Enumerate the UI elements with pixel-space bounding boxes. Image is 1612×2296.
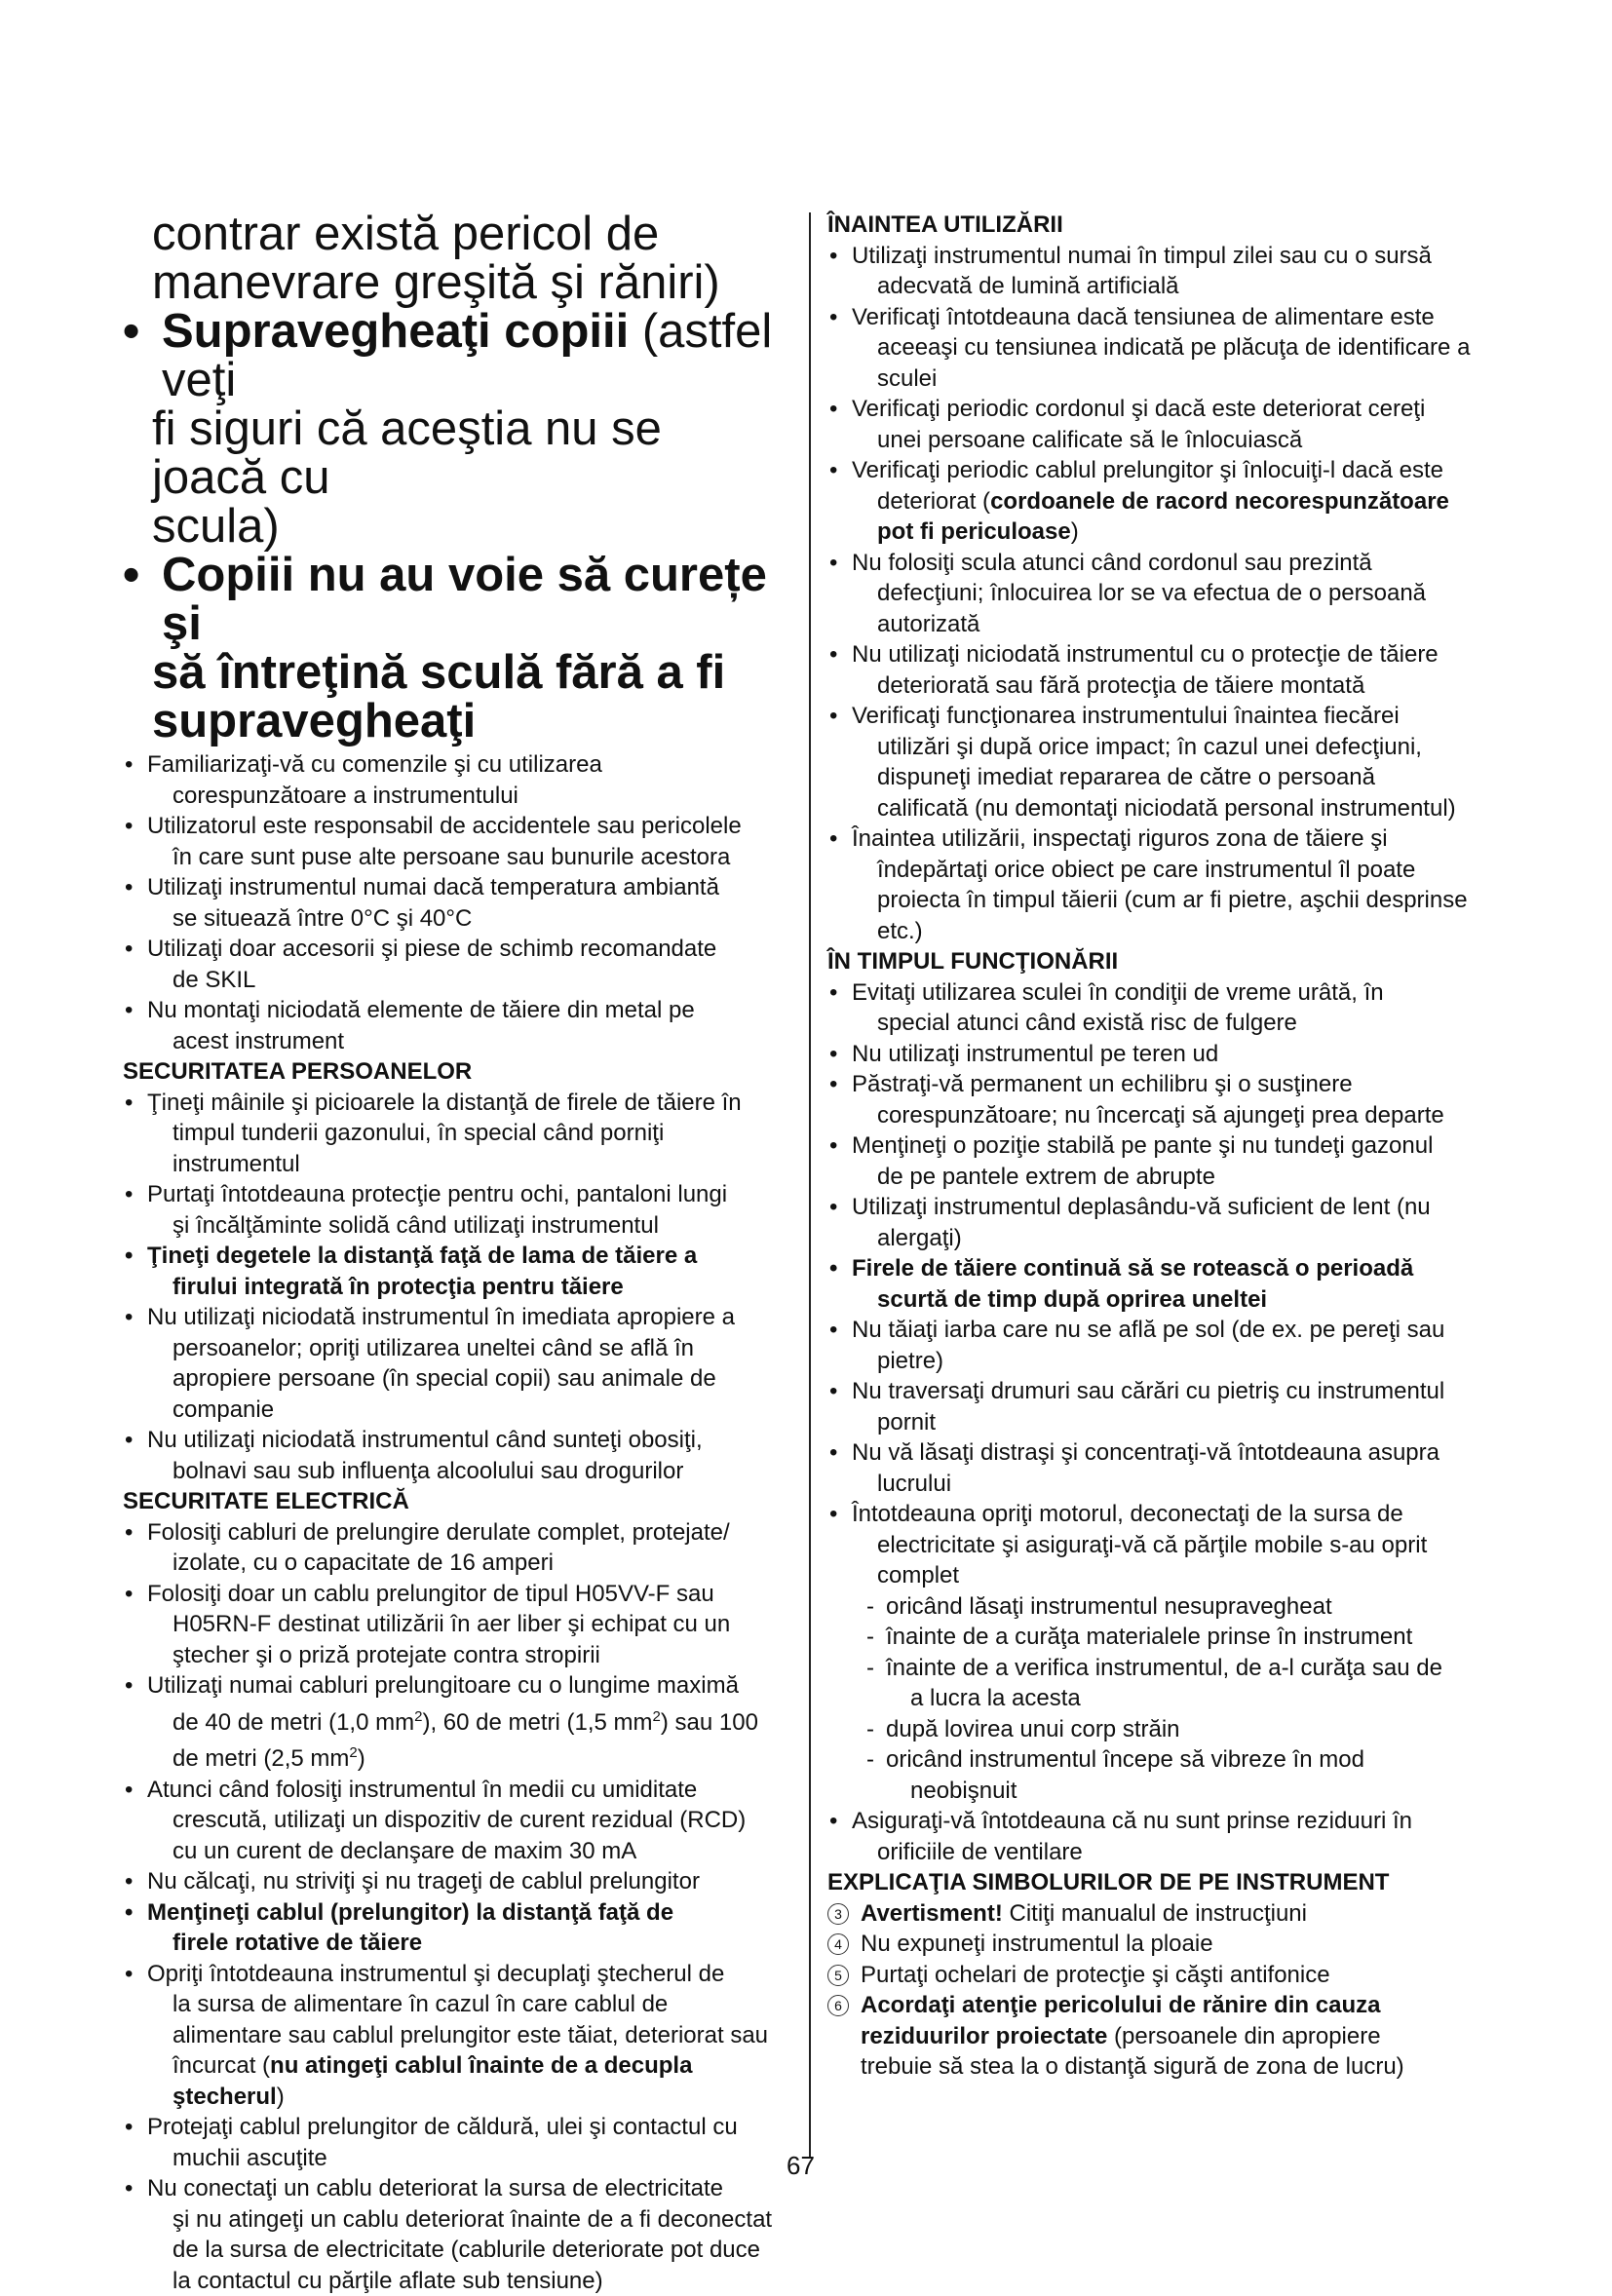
sub-item: - înainte de a verifica instrumentul, de a-l curăţa sau de a lucra la acesta: [827, 1653, 1500, 1714]
list-item: • Nu vă lăsaţi distraşi şi concentraţi-vă întotdeauna asupra lucrului: [827, 1437, 1500, 1499]
list-item-opriti: • Opriţi întotdeauna instrumentul şi decuplaţi ştecherul de la sursa de alimentare în cazul în care cablul de alimentare sau cablul prelungitor este tăiat, deteriorat sau încurcat (nu atingeţi cablul înainte de a decupla ştecherul): [123, 1959, 778, 2113]
list-item: • Purtaţi întotdeauna protecţie pentru ochi, pantaloni lungi şi încălţăminte solidă când utilizaţi instrumentul: [123, 1179, 778, 1241]
symbol-item-5: 5 Purtaţi ochelari de protecţie şi căşti antifonice: [827, 1960, 1500, 1991]
list-item: • Nu utilizaţi niciodată instrumentul când sunteţi obosiţi, bolnavi sau sub influenţa alcoolului sau drogurilor: [123, 1425, 778, 1486]
bullet-list: [123, 1517, 778, 2296]
bullet-list: [827, 977, 1500, 1591]
list-item: • Utilizaţi doar accesorii şi piese de schimb recomandate de SKIL: [123, 934, 778, 995]
list-item: • Utilizaţi instrumentul deplasându-vă suficient de lent (nu alergaţi): [827, 1192, 1500, 1253]
symbol-item-4: 4 Nu expuneţi instrumentul la ploaie: [827, 1929, 1500, 1960]
circled-number-icon: 5: [827, 1965, 849, 1986]
list-item: • Protejaţi cablul prelungitor de căldură, ulei şi contactul cu muchii ascuţite: [123, 2112, 778, 2173]
list-item: • Înaintea utilizării, inspectaţi riguros zona de tăiere şi îndepărtaţi orice obiect pe care instrumentul îl poate proiecta în timpul tăierii (cum ar fi pietre, aşchii desprinse etc.): [827, 823, 1500, 946]
list-item: • Utilizaţi instrumentul numai în timpul zilei sau cu o sursă adecvată de lumină artificială: [827, 241, 1500, 302]
big-bullet-bold: Copiii nu au voie să curețe şi: [162, 549, 767, 650]
sub-item: - oricând instrumentul începe să vibreze în mod neobişnuit: [827, 1744, 1500, 1806]
circled-number-icon: 4: [827, 1933, 849, 1955]
section-heading: EXPLICAŢIA SIMBOLURILOR DE PE INSTRUMENT: [827, 1867, 1500, 1898]
column-divider: [809, 212, 811, 2157]
big-bullet-supraveghere: [123, 307, 778, 404]
list-item: • Nu utilizaţi niciodată instrumentul în imediata apropiere a persoanelor; opriţi utilizarea uneltei când se află în apropiere persoane (în special copii) sau animale de companie: [123, 1302, 778, 1425]
list-item: • Utilizatorul este responsabil de accidentele sau pericolele în care sunt puse alte persoane sau bunurile acestora: [123, 811, 778, 872]
list-item: • Verificaţi periodic cordonul şi dacă este deteriorat cereţi unei persoane calificate să le înlocuiască: [827, 394, 1500, 455]
circled-number-icon: 3: [827, 1903, 849, 1925]
list-item: • Verificaţi întotdeauna dacă tensiunea de alimentare este aceeaşi cu tensiunea indicată pe plăcuţa de identificare a sculei: [827, 302, 1500, 395]
list-item: • Ţineţi mâinile şi picioarele la distanţă de firele de tăiere în timpul tunderii gazonului, în special când porniţi instrumentul: [123, 1088, 778, 1180]
big-bullet-bold: Supravegheaţi copiii: [162, 305, 629, 358]
symbol-item-3: 3 Avertisment! Citiţi manualul de instrucţiuni: [827, 1898, 1500, 1930]
bullet-list: [827, 241, 1500, 947]
list-item-cablul: • Verificaţi periodic cablul prelungitor şi înlocuiţi-l dacă este deteriorat (cordoanele de racord necorespunzătoare pot fi periculoase): [827, 455, 1500, 548]
list-item: • Nu tăiaţi iarba care nu se află pe sol (de ex. pe pereţi sau pietre): [827, 1315, 1500, 1376]
sub-item: - după lovirea unui corp străin: [827, 1714, 1500, 1745]
big-text-line: contrar există pericol de: [123, 210, 778, 258]
sub-list: [827, 1591, 1500, 1807]
list-item: • Nu utilizaţi instrumentul pe teren ud: [827, 1039, 1500, 1070]
big-bullet-rest: (astfel veţi: [162, 305, 772, 406]
big-text-line: manevrare greşită şi răniri): [123, 258, 778, 307]
circled-number-icon: 6: [827, 1995, 849, 2016]
left-column: [123, 210, 778, 2296]
list-item: • Nu conectaţi un cablu deteriorat la sursa de electricitate şi nu atingeţi un cablu deteriorat înainte de a fi deconectat de la sursa de electricitate (cablurile deteriorate pot duce la contactul cu părţile aflate sub tensiune): [123, 2173, 778, 2296]
list-item-bold: • Firele de tăiere continuă să se rotească o perioadă scurtă de timp după oprirea uneltei: [827, 1253, 1500, 1315]
big-text-line: fi siguri că aceştia nu se joacă cu: [123, 404, 778, 502]
big-text-line: supravegheaţi: [123, 697, 778, 746]
list-item: • Nu utilizaţi niciodată instrumentul cu o protecţie de tăiere deteriorată sau fără protecţia de tăiere montată: [827, 639, 1500, 701]
big-text-line: să întreţină sculă fără a fi: [123, 648, 778, 697]
list-item-cable-length: • Utilizaţi numai cabluri prelungitoare cu o lungime maximă de 40 de metri (1,0 $mm^2$), 60 de metri (1,5 $mm^2$) sau 100 de metri (2,5 $mm^2$): [123, 1670, 778, 1775]
section-heading: ÎNAINTEA UTILIZĂRII: [827, 210, 1500, 241]
section-heading: SECURITATEA PERSOANELOR: [123, 1056, 778, 1088]
bullet-list: [123, 1088, 778, 1487]
big-bullet-copiii: [123, 551, 778, 648]
list-item: • Verificaţi funcţionarea instrumentului înaintea fiecărei utilizări şi după orice impact; în cazul unei defecţiuni, dispuneţi imediat repararea de către o persoană calificată (nu demontaţi niciodată personal instrumentul): [827, 701, 1500, 823]
list-item: • Păstraţi-vă permanent un echilibru şi o susţinere corespunzătoare; nu încercaţi să ajungeţi prea departe: [827, 1069, 1500, 1130]
list-item: • Întotdeauna opriţi motorul, deconectaţi de la sursa de electricitate şi asiguraţi-vă că părţile mobile s-au oprit complet: [827, 1499, 1500, 1591]
section-heading: ÎN TIMPUL FUNCŢIONĂRII: [827, 946, 1500, 977]
list-item: • Nu folosiţi scula atunci când cordonul sau prezintă defecţiuni; înlocuirea lor se va efectua de o persoană autorizată: [827, 548, 1500, 640]
list-item: • Utilizaţi instrumentul numai dacă temperatura ambiantă se situează între 0°C şi 40°C: [123, 872, 778, 934]
section-heading: SECURITATE ELECTRICĂ: [123, 1486, 778, 1517]
list-item-bold: • Menţineţi cablul (prelungitor) la distanţă faţă de firele rotative de tăiere: [123, 1897, 778, 1959]
list-item: • Evitaţi utilizarea sculei în condiţii de vreme urâtă, în special atunci când există risc de fulgere: [827, 977, 1500, 1039]
list-item-bold: • Ţineţi degetele la distanţă faţă de lama de tăiere a firului integrată în protecţia pentru tăiere: [123, 1241, 778, 1302]
list-item: • Menţineţi o poziţie stabilă pe pante şi nu tundeţi gazonul de pe pantele extrem de abrupte: [827, 1130, 1500, 1192]
list-item: • Nu montaţi niciodată elemente de tăiere din metal pe acest instrument: [123, 995, 778, 1056]
list-item: • Nu călcaţi, nu striviţi şi nu trageţi de cablul prelungitor: [123, 1866, 778, 1897]
list-item: • Atunci când folosiţi instrumentul în medii cu umiditate crescută, utilizaţi un dispozitiv de curent rezidual (RCD) cu un curent de declanşare de maxim 30 mA: [123, 1775, 778, 1867]
bullet-list: [827, 1806, 1500, 1867]
list-item: • Familiarizaţi-vă cu comenzile şi cu utilizarea corespunzătoare a instrumentului: [123, 749, 778, 811]
bullet-list: [123, 749, 778, 1056]
list-item: • Folosiţi cabluri de prelungire derulate complet, protejate/ izolate, cu o capacitate de 16 amperi: [123, 1517, 778, 1579]
page-number: 67: [787, 2151, 815, 2181]
sub-item: - înainte de a curăţa materialele prinse în instrument: [827, 1622, 1500, 1653]
big-text-line: scula): [123, 502, 778, 551]
symbol-item-6: 6 Acordaţi atenţie pericolului de rănire din cauza reziduurilor proiectate (persoanele din apropiere trebuie să stea la o distanţă sigură de zona de lucru): [827, 1990, 1500, 2083]
list-item: • Nu traversaţi drumuri sau cărări cu pietriş cu instrumentul pornit: [827, 1376, 1500, 1437]
sub-item: - oricând lăsaţi instrumentul nesupravegheat: [827, 1591, 1500, 1623]
list-item: • Folosiţi doar un cablu prelungitor de tipul H05VV-F sau H05RN-F destinat utilizării în aer liber şi echipat cu un ştecher şi o priză protejate contra stropirii: [123, 1579, 778, 1671]
right-column: [827, 210, 1500, 2083]
list-item: • Asiguraţi-vă întotdeauna că nu sunt prinse reziduuri în orificiile de ventilare: [827, 1806, 1500, 1867]
